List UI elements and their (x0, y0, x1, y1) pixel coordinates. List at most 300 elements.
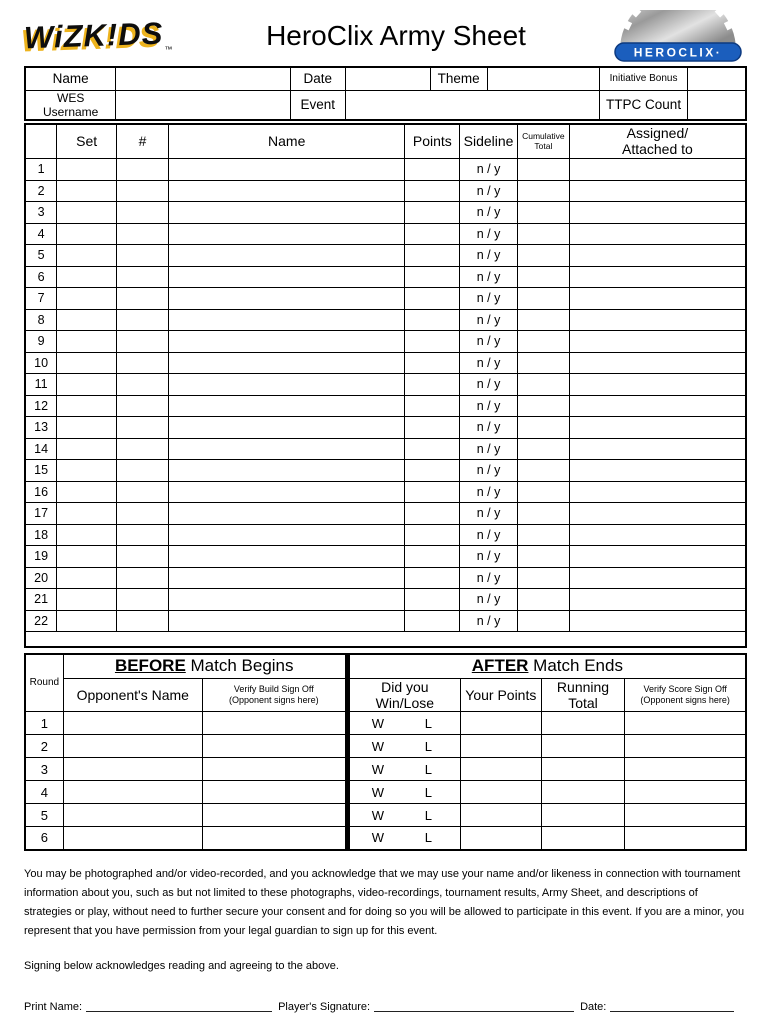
points-field[interactable] (405, 503, 460, 525)
row-number: 15 (25, 460, 57, 482)
assigned-attached-field[interactable] (569, 266, 746, 288)
row-number: 10 (25, 352, 57, 374)
collector-number-field[interactable] (117, 438, 169, 460)
assigned-attached-field[interactable] (569, 288, 746, 310)
sideline-choice[interactable]: n / y (460, 460, 518, 482)
row-number: 16 (25, 481, 57, 503)
unit-name-field[interactable] (168, 374, 405, 396)
unit-name-field[interactable] (168, 288, 405, 310)
points-field[interactable] (405, 374, 460, 396)
win-lose-col-header: Did you Win/Lose (347, 679, 460, 712)
set-field[interactable] (57, 438, 117, 460)
unit-name-field[interactable] (168, 202, 405, 224)
cumulative-total-field[interactable] (517, 288, 569, 310)
army-row (25, 481, 746, 503)
sideline-choice[interactable]: n / y (460, 245, 518, 267)
verify-score-field[interactable] (625, 735, 746, 758)
lose-option[interactable]: L (424, 784, 432, 800)
sideline-choice[interactable]: n / y (460, 288, 518, 310)
assigned-attached-field[interactable] (569, 438, 746, 460)
match-row (25, 758, 746, 781)
sideline-choice[interactable]: n / y (460, 331, 518, 353)
opponent-name-field[interactable] (63, 827, 202, 850)
verify-score-field[interactable] (625, 781, 746, 804)
sideline-choice[interactable]: n / y (460, 589, 518, 611)
unit-name-field[interactable] (168, 481, 405, 503)
verify-build-field[interactable] (202, 804, 347, 827)
cumulative-total-field[interactable] (517, 503, 569, 525)
verify-build-col-header: Verify Build Sign Off (Opponent signs here) (202, 679, 347, 712)
cumulative-total-field[interactable] (517, 460, 569, 482)
row-number: 5 (25, 245, 57, 267)
points-field[interactable] (405, 245, 460, 267)
cumulative-total-field[interactable] (517, 266, 569, 288)
army-row (25, 288, 746, 310)
collector-number-field[interactable] (117, 331, 169, 353)
consent-paragraph: You may be photographed and/or video-recorded, and you acknowledge that we may use your name and/or likeness in connection with tournament information about you, such as but not limited to these photographs, video-recordings, tournament results, Army Sheet, and descriptions of strategies or play, without need to further secure your consent and for doing so you will be allowed to participate in this event. If you are a minor, you represent that you have permission from your legal guardian to sign up for this event. (24, 867, 745, 937)
army-row (25, 460, 746, 482)
round-number: 5 (25, 804, 63, 827)
match-row (25, 735, 746, 758)
set-field[interactable] (57, 245, 117, 267)
unit-name-field[interactable] (168, 503, 405, 525)
set-field[interactable] (57, 481, 117, 503)
collector-number-field[interactable] (117, 610, 169, 632)
verify-score-field[interactable] (625, 712, 746, 735)
army-row (25, 503, 746, 525)
set-field[interactable] (57, 223, 117, 245)
cumulative-total-field[interactable] (517, 610, 569, 632)
unit-name-field[interactable] (168, 546, 405, 568)
opponent-name-col-header: Opponent's Name (63, 679, 202, 712)
verify-score-field[interactable] (625, 827, 746, 850)
cumulative-total-field[interactable] (517, 395, 569, 417)
lose-option[interactable]: L (424, 830, 432, 846)
sideline-choice[interactable]: n / y (460, 524, 518, 546)
assigned-attached-field[interactable] (569, 546, 746, 568)
collector-number-field[interactable] (117, 202, 169, 224)
sideline-choice[interactable]: n / y (460, 438, 518, 460)
row-number: 6 (25, 266, 57, 288)
points-field[interactable] (405, 202, 460, 224)
army-row (25, 202, 746, 224)
set-field[interactable] (57, 610, 117, 632)
print-name-field[interactable] (86, 999, 272, 1012)
match-row (25, 712, 746, 735)
collector-number-field[interactable] (117, 288, 169, 310)
set-field[interactable] (57, 395, 117, 417)
unit-name-field[interactable] (168, 610, 405, 632)
date-label: Date (290, 67, 345, 90)
unit-name-field[interactable] (168, 589, 405, 611)
army-row (25, 417, 746, 439)
cumulative-total-field[interactable] (517, 546, 569, 568)
opponent-name-field[interactable] (63, 781, 202, 804)
round-number: 1 (25, 712, 63, 735)
theme-label: Theme (430, 67, 487, 90)
army-row (25, 352, 746, 374)
row-number: 8 (25, 309, 57, 331)
event-field[interactable] (345, 90, 599, 120)
assigned-attached-field[interactable] (569, 481, 746, 503)
row-number: 1 (25, 159, 57, 181)
assigned-attached-field[interactable] (569, 202, 746, 224)
collector-number-field[interactable] (117, 567, 169, 589)
date-field[interactable] (345, 67, 430, 90)
ttpc-count-label: TTPC Count (600, 90, 688, 120)
unit-name-field[interactable] (168, 395, 405, 417)
set-field[interactable] (57, 288, 117, 310)
sideline-choice[interactable]: n / y (460, 352, 518, 374)
collector-number-field[interactable] (117, 460, 169, 482)
round-col-header: Round (25, 654, 63, 712)
sideline-choice[interactable]: n / y (460, 223, 518, 245)
collector-number-field[interactable] (117, 524, 169, 546)
your-points-field[interactable] (460, 735, 541, 758)
cumulative-total-field[interactable] (517, 352, 569, 374)
unit-name-field[interactable] (168, 180, 405, 202)
opponent-name-field[interactable] (63, 712, 202, 735)
your-points-col-header: Your Points (460, 679, 541, 712)
assigned-attached-field[interactable] (569, 245, 746, 267)
num-col-header: # (117, 124, 169, 159)
collector-number-field[interactable] (117, 503, 169, 525)
win-lose-choice[interactable] (347, 735, 460, 758)
collector-number-field[interactable] (117, 266, 169, 288)
verify-build-field[interactable] (202, 712, 347, 735)
sideline-choice[interactable]: n / y (460, 180, 518, 202)
army-row (25, 331, 746, 353)
army-row (25, 266, 746, 288)
points-field[interactable] (405, 589, 460, 611)
running-total-field[interactable] (541, 781, 625, 804)
verify-score-field[interactable] (625, 804, 746, 827)
sideline-choice[interactable]: n / y (460, 374, 518, 396)
row-number: 2 (25, 180, 57, 202)
cumulative-total-field[interactable] (517, 202, 569, 224)
running-total-field[interactable] (541, 827, 625, 850)
assigned-attached-field[interactable] (569, 352, 746, 374)
your-points-field[interactable] (460, 827, 541, 850)
army-row (25, 180, 746, 202)
win-option[interactable]: W (371, 784, 385, 800)
date-sign-field[interactable] (610, 999, 734, 1012)
unit-name-field[interactable] (168, 266, 405, 288)
assigned-attached-field[interactable] (569, 180, 746, 202)
sideline-choice[interactable]: n / y (460, 546, 518, 568)
row-number: 3 (25, 202, 57, 224)
sideline-choice[interactable]: n / y (460, 567, 518, 589)
name-label: Name (25, 67, 116, 90)
unit-name-field[interactable] (168, 245, 405, 267)
assigned-attached-field[interactable] (569, 374, 746, 396)
win-lose-choice[interactable] (347, 712, 460, 735)
points-field[interactable] (405, 460, 460, 482)
collector-number-field[interactable] (117, 374, 169, 396)
your-points-field[interactable] (460, 804, 541, 827)
army-row (25, 546, 746, 568)
set-field[interactable] (57, 589, 117, 611)
cumulative-total-field[interactable] (517, 417, 569, 439)
initiative-bonus-label: Initiative Bonus (600, 67, 688, 90)
collector-number-field[interactable] (117, 481, 169, 503)
set-field[interactable] (57, 266, 117, 288)
heroclix-logo (597, 10, 747, 62)
collector-number-field[interactable] (117, 395, 169, 417)
cumulative-total-field[interactable] (517, 331, 569, 353)
running-total-field[interactable] (541, 758, 625, 781)
assigned-attached-field[interactable] (569, 417, 746, 439)
set-field[interactable] (57, 546, 117, 568)
row-number: 18 (25, 524, 57, 546)
sideline-choice[interactable]: n / y (460, 417, 518, 439)
theme-field[interactable] (487, 67, 599, 90)
match-row (25, 827, 746, 850)
row-number: 22 (25, 610, 57, 632)
cumulative-total-field[interactable] (517, 481, 569, 503)
round-number: 2 (25, 735, 63, 758)
sideline-choice[interactable]: n / y (460, 159, 518, 181)
assigned-attached-field[interactable] (569, 159, 746, 181)
round-number: 4 (25, 781, 63, 804)
row-col-header (25, 124, 57, 159)
unit-name-field[interactable] (168, 331, 405, 353)
row-number: 7 (25, 288, 57, 310)
date-sign-label: Date: (580, 1000, 607, 1013)
points-field[interactable] (405, 417, 460, 439)
match-row (25, 781, 746, 804)
cumulative-total-field[interactable] (517, 309, 569, 331)
page-title: HeroClix Army Sheet (266, 20, 526, 51)
collector-number-field[interactable] (117, 352, 169, 374)
unit-name-field[interactable] (168, 567, 405, 589)
unit-name-field[interactable] (168, 438, 405, 460)
ttpc-count-field[interactable] (688, 90, 746, 120)
before-section-header: BEFORE Match Begins (63, 654, 347, 679)
opponent-name-field[interactable] (63, 735, 202, 758)
sideline-choice[interactable]: n / y (460, 309, 518, 331)
points-field[interactable] (405, 524, 460, 546)
collector-number-field[interactable] (117, 546, 169, 568)
lose-option[interactable]: L (424, 715, 432, 731)
points-field[interactable] (405, 288, 460, 310)
assigned-attached-field[interactable] (569, 460, 746, 482)
points-field[interactable] (405, 331, 460, 353)
win-lose-choice[interactable] (347, 804, 460, 827)
your-points-field[interactable] (460, 712, 541, 735)
set-field[interactable] (57, 524, 117, 546)
row-number: 17 (25, 503, 57, 525)
name-field[interactable] (116, 67, 290, 90)
collector-number-field[interactable] (117, 589, 169, 611)
set-field[interactable] (57, 309, 117, 331)
sideline-col-header: Sideline (460, 124, 518, 159)
running-total-field[interactable] (541, 804, 625, 827)
cumulative-total-field[interactable] (517, 159, 569, 181)
set-field[interactable] (57, 202, 117, 224)
points-field[interactable] (405, 159, 460, 181)
your-points-field[interactable] (460, 758, 541, 781)
army-spacer-cell (25, 632, 746, 647)
round-number: 3 (25, 758, 63, 781)
opponent-name-field[interactable] (63, 804, 202, 827)
verify-build-field[interactable] (202, 827, 347, 850)
round-number: 6 (25, 827, 63, 850)
player-signature-field[interactable] (374, 999, 574, 1012)
row-number: 9 (25, 331, 57, 353)
win-option[interactable]: W (371, 807, 385, 823)
collector-number-field[interactable] (117, 223, 169, 245)
row-number: 4 (25, 223, 57, 245)
points-field[interactable] (405, 309, 460, 331)
set-field[interactable] (57, 567, 117, 589)
points-field[interactable] (405, 438, 460, 460)
initiative-bonus-field[interactable] (688, 67, 746, 90)
lose-option[interactable]: L (424, 761, 432, 777)
unit-name-field[interactable] (168, 524, 405, 546)
cumulative-total-field[interactable] (517, 223, 569, 245)
your-points-field[interactable] (460, 781, 541, 804)
name-col-header: Name (168, 124, 405, 159)
sideline-choice[interactable]: n / y (460, 395, 518, 417)
set-field[interactable] (57, 417, 117, 439)
points-field[interactable] (405, 223, 460, 245)
lose-option[interactable]: L (424, 807, 432, 823)
cumulative-total-field[interactable] (517, 245, 569, 267)
row-number: 14 (25, 438, 57, 460)
points-field[interactable] (405, 567, 460, 589)
set-field[interactable] (57, 352, 117, 374)
running-total-field[interactable] (541, 735, 625, 758)
army-header-row (25, 124, 746, 159)
match-table-body (25, 712, 746, 850)
assigned-attached-field[interactable] (569, 395, 746, 417)
set-field[interactable] (57, 180, 117, 202)
match-row (25, 804, 746, 827)
sideline-choice[interactable]: n / y (460, 481, 518, 503)
assigned-attached-field[interactable] (569, 524, 746, 546)
points-field[interactable] (405, 546, 460, 568)
opponent-name-field[interactable] (63, 758, 202, 781)
unit-name-field[interactable] (168, 460, 405, 482)
lose-option[interactable]: L (424, 738, 432, 754)
assigned-attached-field[interactable] (569, 610, 746, 632)
cumulative-total-field[interactable] (517, 567, 569, 589)
cumulative-total-field[interactable] (517, 438, 569, 460)
army-table-body (25, 159, 746, 647)
points-field[interactable] (405, 610, 460, 632)
player-info-table (24, 66, 747, 121)
win-lose-choice[interactable] (347, 758, 460, 781)
army-row (25, 610, 746, 632)
unit-name-field[interactable] (168, 352, 405, 374)
points-field[interactable] (405, 352, 460, 374)
assigned-col-header: Assigned/ Attached to (569, 124, 746, 159)
win-lose-choice[interactable] (347, 827, 460, 850)
collector-number-field[interactable] (117, 245, 169, 267)
cumulative-total-field[interactable] (517, 524, 569, 546)
assigned-attached-field[interactable] (569, 589, 746, 611)
sideline-choice[interactable]: n / y (460, 202, 518, 224)
collector-number-field[interactable] (117, 159, 169, 181)
points-field[interactable] (405, 266, 460, 288)
verify-build-field[interactable] (202, 758, 347, 781)
set-field[interactable] (57, 331, 117, 353)
cumulative-total-col-header: Cumulative Total (517, 124, 569, 159)
wizkids-logo-text: WiZK!DS (23, 15, 164, 56)
cumulative-total-field[interactable] (517, 374, 569, 396)
collector-number-field[interactable] (117, 180, 169, 202)
wes-username-label: WES Username (25, 90, 116, 120)
cumulative-total-field[interactable] (517, 180, 569, 202)
assigned-attached-field[interactable] (569, 567, 746, 589)
sideline-choice[interactable]: n / y (460, 610, 518, 632)
army-row (25, 309, 746, 331)
collector-number-field[interactable] (117, 309, 169, 331)
set-field[interactable] (57, 374, 117, 396)
wizkids-logo (23, 15, 199, 56)
unit-name-field[interactable] (168, 159, 405, 181)
after-section-header: AFTER Match Ends (347, 654, 746, 679)
print-name-label: Print Name: (24, 1000, 83, 1013)
set-field[interactable] (57, 159, 117, 181)
event-label: Event (290, 90, 345, 120)
assigned-attached-field[interactable] (569, 503, 746, 525)
win-option[interactable]: W (371, 830, 385, 846)
points-field[interactable] (405, 481, 460, 503)
unit-name-field[interactable] (168, 309, 405, 331)
points-field[interactable] (405, 180, 460, 202)
running-total-col-header: Running Total (541, 679, 625, 712)
assigned-attached-field[interactable] (569, 331, 746, 353)
row-number: 12 (25, 395, 57, 417)
signature-row (24, 999, 747, 1013)
win-option[interactable]: W (371, 738, 385, 754)
collector-number-field[interactable] (117, 417, 169, 439)
army-row (25, 395, 746, 417)
wes-username-field[interactable] (116, 90, 290, 120)
header-band (24, 8, 747, 64)
army-row (25, 245, 746, 267)
assigned-attached-field[interactable] (569, 309, 746, 331)
win-option[interactable]: W (371, 715, 385, 731)
army-row (25, 589, 746, 611)
army-row (25, 159, 746, 181)
verify-build-field[interactable] (202, 781, 347, 804)
set-field[interactable] (57, 460, 117, 482)
signing-acknowledgement: Signing below acknowledges reading and agreeing to the above. (24, 959, 339, 972)
army-row (25, 438, 746, 460)
heroclix-dial-icon (609, 10, 747, 62)
unit-name-field[interactable] (168, 417, 405, 439)
verify-build-field[interactable] (202, 735, 347, 758)
win-option[interactable]: W (371, 761, 385, 777)
sideline-choice[interactable]: n / y (460, 266, 518, 288)
verify-score-field[interactable] (625, 758, 746, 781)
set-field[interactable] (57, 503, 117, 525)
win-lose-choice[interactable] (347, 781, 460, 804)
assigned-attached-field[interactable] (569, 223, 746, 245)
unit-name-field[interactable] (168, 223, 405, 245)
points-field[interactable] (405, 395, 460, 417)
set-col-header: Set (57, 124, 117, 159)
cumulative-total-field[interactable] (517, 589, 569, 611)
army-row (25, 567, 746, 589)
sideline-choice[interactable]: n / y (460, 503, 518, 525)
match-section-header-row (25, 654, 746, 679)
army-table (24, 123, 747, 648)
running-total-field[interactable] (541, 712, 625, 735)
